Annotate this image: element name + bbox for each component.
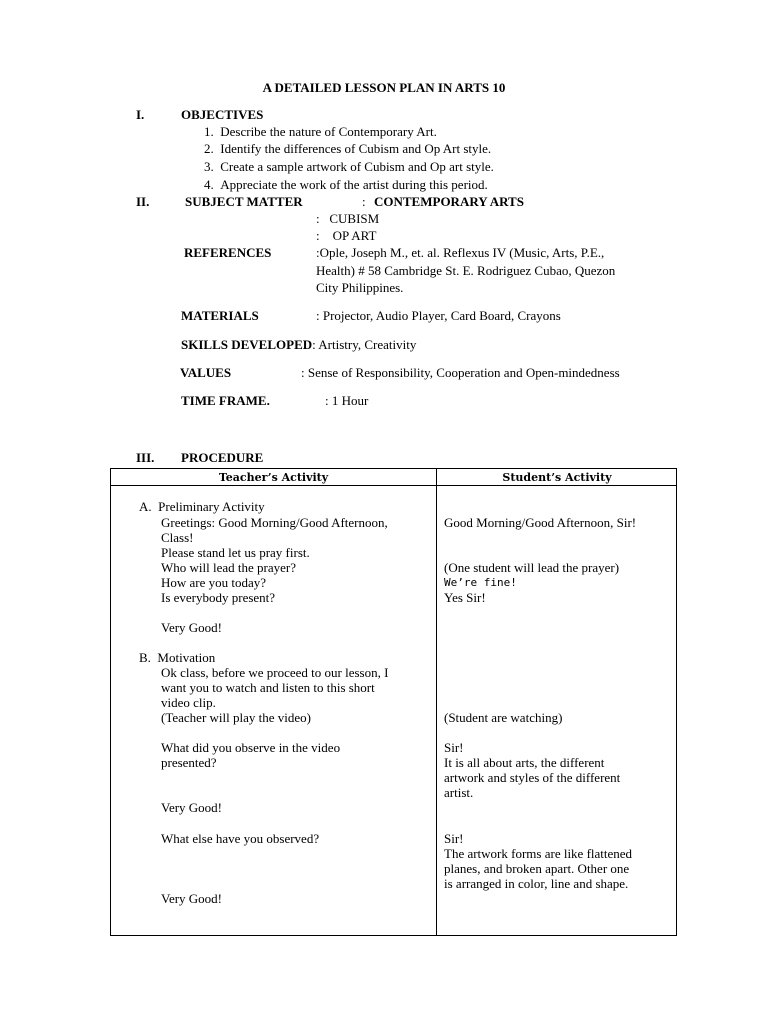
document-title: A DETAILED LESSON PLAN IN ARTS 10	[262, 80, 506, 95]
procedure-table	[110, 468, 677, 936]
time-frame-value: : 1 Hour	[325, 393, 369, 408]
subject-sub-op-art: : OP ART	[316, 228, 377, 243]
teacher-line: Very Good!	[161, 620, 223, 635]
student-line: planes, and broken apart. Other one	[444, 861, 630, 876]
subject-numeral: II.	[136, 194, 150, 209]
student-line: Sir!	[444, 740, 464, 755]
student-activity-header: Student’s Activity	[502, 471, 612, 484]
student-line: Sir!	[444, 831, 464, 846]
procedure-numeral: III.	[136, 450, 155, 465]
column-divider	[436, 469, 437, 935]
values-label: VALUES	[180, 365, 232, 380]
student-line: artist.	[444, 785, 474, 800]
teacher-activity-header: Teacher’s Activity	[218, 471, 329, 484]
values-value: : Sense of Responsibility, Cooperation and Open-mindedness	[301, 365, 620, 380]
objective-item: 2. Identify the differences of Cubism and Op Art style.	[204, 141, 492, 156]
procedure-heading: PROCEDURE	[181, 450, 264, 465]
subject-value: CONTEMPORARY ARTS	[374, 194, 524, 209]
teacher-line: Who will lead the prayer?	[161, 560, 296, 575]
subject-sub-cubism: : CUBISM	[316, 211, 380, 226]
skills-row	[181, 337, 416, 352]
teacher-line: Very Good!	[161, 800, 223, 815]
teacher-line: want you to watch and listen to this short	[161, 680, 375, 695]
teacher-line: Greetings: Good Morning/Good Afternoon,	[161, 515, 388, 530]
teacher-line: B. Motivation	[139, 650, 216, 665]
student-line: is arranged in color, line and shape.	[444, 876, 629, 891]
teacher-line: (Teacher will play the video)	[161, 710, 311, 725]
subject-colon: :	[362, 194, 366, 209]
objectives-heading: OBJECTIVES	[181, 107, 264, 122]
teacher-line: video clip.	[161, 695, 216, 710]
student-line: artwork and styles of the different	[444, 770, 621, 785]
teacher-line: How are you today?	[161, 575, 267, 590]
student-line: (Student are watching)	[444, 710, 563, 725]
teacher-line: What did you observe in the video	[161, 740, 341, 755]
materials-label: MATERIALS	[181, 308, 259, 323]
objective-item: 3. Create a sample artwork of Cubism and Op art style.	[204, 159, 494, 174]
objective-item: 1. Describe the nature of Contemporary Art.	[204, 124, 437, 139]
student-line: The artwork forms are like flattened	[444, 846, 633, 861]
student-line: Yes Sir!	[444, 590, 486, 605]
teacher-line: Class!	[161, 530, 194, 545]
teacher-line: What else have you observed?	[161, 831, 320, 846]
skills-label: SKILLS DEVELOPED	[181, 337, 313, 352]
references-line: :Ople, Joseph M., et. al. Reflexus IV (Music, Arts, P.E.,	[316, 245, 605, 260]
teacher-line: Very Good!	[161, 891, 223, 906]
teacher-line: Ok class, before we proceed to our lesson, I	[161, 665, 389, 680]
references-line: City Philippines.	[316, 280, 404, 295]
teacher-line: Is everybody present?	[161, 590, 276, 605]
subject-heading: SUBJECT MATTER	[185, 194, 303, 209]
references-line: Health) # 58 Cambridge St. E. Rodriguez Cubao, Quezon	[316, 263, 616, 278]
references-label: REFERENCES	[184, 245, 272, 260]
materials-value: : Projector, Audio Player, Card Board, Crayons	[316, 308, 561, 323]
objectives-numeral: I.	[136, 107, 145, 122]
teacher-line: A. Preliminary Activity	[139, 499, 265, 514]
student-line: (One student will lead the prayer)	[444, 560, 620, 575]
student-line: Good Morning/Good Afternoon, Sir!	[444, 515, 637, 530]
student-line: It is all about arts, the different	[444, 755, 605, 770]
time-frame-label: TIME FRAME.	[181, 393, 270, 408]
teacher-line: presented?	[161, 755, 217, 770]
teacher-line: Please stand let us pray first.	[161, 545, 310, 560]
objective-item: 4. Appreciate the work of the artist during this period.	[204, 177, 488, 192]
student-line: We’re fine!	[444, 576, 517, 589]
skills-value: : Artistry, Creativity	[312, 337, 417, 352]
